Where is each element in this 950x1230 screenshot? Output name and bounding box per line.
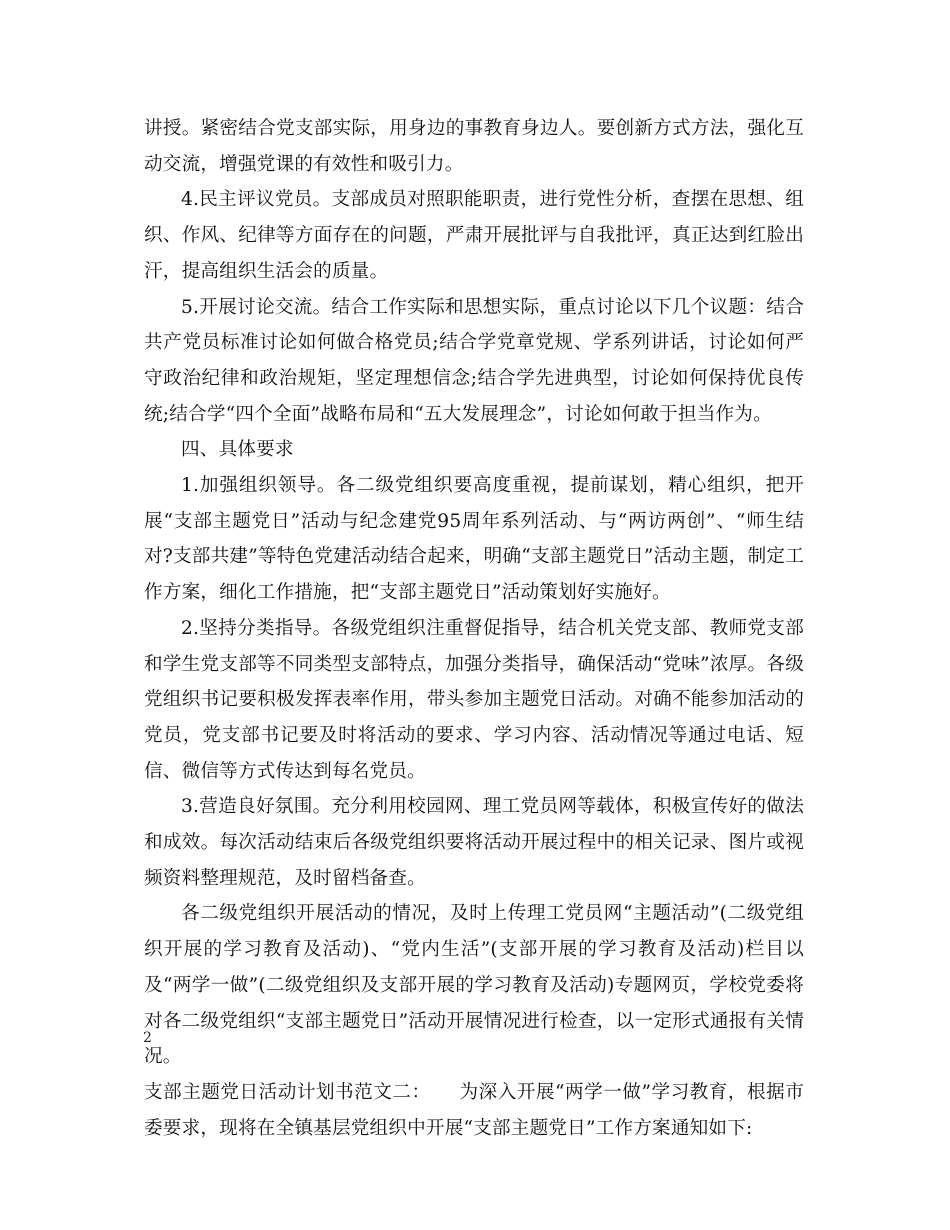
- document-body: [144, 111, 804, 1146]
- paragraph-item-4-member-review: 4.民主评议党员。支部成员对照职能职责，进行党性分析，查摆在思想、组织、作风、纪律等方面存在的问题，严肃开展批评与自我批评，真正达到红脸出汗，提高组织生活会的质量。: [144, 189, 804, 282]
- paragraph-item-5-discussion: 5.开展讨论交流。结合工作实际和思想实际，重点讨论以下几个议题：结合共产党员标准讨论如何做合格党员;结合学党章党规、学系列讲话，讨论如何严守政治纪律和政治规矩，坚定理想信念;结合学先进典型，讨论如何保持优良传统;结合学“四个全面”战略布局和“五大发展理念”，讨论如何敢于担当作为。: [144, 296, 804, 425]
- section-heading-specific-requirements: 四、具体要求: [181, 439, 294, 461]
- paragraph-lecture-continuation: 讲授。紧密结合党支部实际，用身边的事教育身边人。要创新方式方法，强化互动交流，增强党课的有效性和吸引力。: [144, 118, 804, 175]
- paragraph-reporting: 各二级党组织开展活动的情况，及时上传理工党员网“主题活动”(二级党组织开展的学习教育及活动)、“党内生活”(支部开展的学习教育及活动)栏目以及“两学一做”(二级党组织及支部开展的学习教育及活动)专题网页，学校党委将对各二级党组织“支部主题党日”活动开展情况进行检查，以一定形式通报有关情况。: [144, 903, 804, 1068]
- paragraph-requirement-2: 2.坚持分类指导。各级党组织注重督促指导，结合机关党支部、教师党支部和学生党支部等不同类型支部特点，加强分类指导，确保活动“党味”浓厚。各级党组织书记要积极发挥表率作用，带头参加主题党日活动。对确不能参加活动的党员，党支部书记要及时将活动的要求、学习内容、活动情况等通过电话、短信、微信等方式传达到每名党员。: [144, 617, 804, 782]
- page-number: 2: [143, 1030, 152, 1046]
- paragraph-requirement-1: 1.加强组织领导。各二级党组织要高度重视，提前谋划，精心组织，把开展“支部主题党日”活动与纪念建党95周年系列活动、与“两访两创”、“师生结对?支部共建”等特色党建活动结合起来，明确“支部主题党日”活动主题，制定工作方案，细化工作措施，把“支部主题党日”活动策划好实施好。: [144, 475, 804, 604]
- paragraph-requirement-3: 3.营造良好氛围。充分利用校园网、理工党员网等载体，积极宣传好的做法和成效。每次活动结束后各级党组织要将活动开展过程中的相关记录、图片或视频资料整理规范，及时留档备查。: [144, 796, 804, 889]
- paragraph-sample-two-intro: 支部主题党日活动计划书范文二： 为深入开展“两学一做”学习教育，根据市委要求，现将在全镇基层党组织中开展“支部主题党日”工作方案通知如下:: [144, 1081, 804, 1139]
